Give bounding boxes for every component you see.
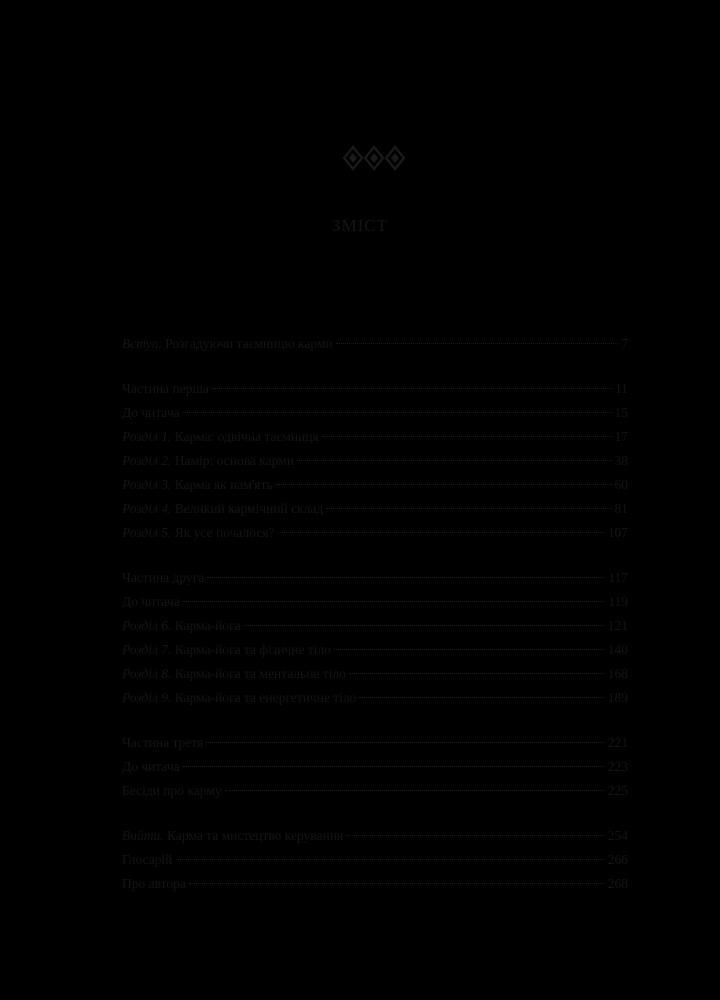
toc-entry-label xyxy=(122,755,180,779)
toc-entry xyxy=(122,779,628,803)
dot-leader xyxy=(183,766,605,767)
toc-entry-prefix: Розділ 7. xyxy=(122,642,172,657)
dot-leader xyxy=(176,859,605,860)
toc-entry xyxy=(122,848,628,872)
toc-entry-prefix: Вступ. xyxy=(122,336,162,351)
toc-entry xyxy=(122,449,628,473)
toc-entry xyxy=(122,590,628,614)
toc-entry-label xyxy=(122,449,294,473)
toc-entry-title: Карма-йога та ментальне тіло xyxy=(171,666,346,681)
toc-entry-prefix: Розділ 8. xyxy=(122,666,172,681)
toc-entry-label xyxy=(122,377,209,401)
dot-leader xyxy=(212,388,612,389)
toc-entry-prefix: Вийти. xyxy=(122,828,164,843)
toc-entry-page-number: 38 xyxy=(614,453,628,468)
toc-entry-title: Частина перша xyxy=(122,381,209,396)
toc-entry-prefix: Розділ 9. xyxy=(122,690,172,705)
toc-entry-label xyxy=(122,401,180,425)
toc-entry-title: Частина друга xyxy=(122,570,205,585)
toc-entry-title: Намір: основа карми xyxy=(171,453,294,468)
toc-entry-page-number: 140 xyxy=(607,642,628,657)
toc-entry xyxy=(122,755,628,779)
toc-entry-page-number: 15 xyxy=(614,405,628,420)
dot-leader xyxy=(297,460,612,461)
toc-entry-label xyxy=(122,590,180,614)
toc-entry-page-number: 60 xyxy=(614,477,628,492)
toc-entry-label xyxy=(122,824,343,848)
toc-entry-title: До читача xyxy=(122,405,180,420)
dot-leader xyxy=(225,790,605,791)
toc-entry-title: Бесіди про карму xyxy=(122,783,222,798)
toc-entry xyxy=(122,425,628,449)
toc-entry-label xyxy=(122,872,186,896)
table-of-contents xyxy=(122,332,628,896)
toc-entry-title: Карма: одвічна таємниця xyxy=(171,429,319,444)
dot-leader xyxy=(183,601,606,602)
toc-entry-title: Розгадуючи таємницю карми xyxy=(161,336,333,351)
toc-entry-label xyxy=(122,332,333,356)
toc-entry xyxy=(122,614,628,638)
toc-entry-prefix: Розділ 4. xyxy=(122,501,172,516)
toc-entry-prefix: Розділ 1. xyxy=(122,429,172,444)
dot-leader xyxy=(334,649,605,650)
toc-entry-label xyxy=(122,686,356,710)
dot-leader xyxy=(322,436,612,437)
toc-entry-title: Глосарій xyxy=(122,852,173,867)
toc-entry-page-number: 7 xyxy=(621,336,628,351)
toc-entry-prefix: Розділ 2. xyxy=(122,453,172,468)
toc-entry-title: Як усе почалося? xyxy=(171,525,275,540)
dot-leader xyxy=(206,742,605,743)
toc-entry-page-number: 268 xyxy=(607,876,628,891)
toc-entry xyxy=(122,824,628,848)
toc-entry-label xyxy=(122,662,346,686)
toc-entry-page-number: 119 xyxy=(608,594,628,609)
toc-entry xyxy=(122,686,628,710)
toc-entry xyxy=(122,638,628,662)
toc-entry xyxy=(122,497,628,521)
toc-entry-page-number: 117 xyxy=(608,570,628,585)
toc-entry-label xyxy=(122,566,204,590)
toc-entry-title: Про автора xyxy=(122,876,186,891)
toc-entry-title: Карма-йога та фізичне тіло xyxy=(171,642,331,657)
toc-entry xyxy=(122,521,628,545)
toc-entry-page-number: 225 xyxy=(607,783,628,798)
toc-entry-page-number: 189 xyxy=(607,690,628,705)
toc-entry-label xyxy=(122,521,275,545)
toc-entry-page-number: 223 xyxy=(607,759,628,774)
toc-entry-prefix: Розділ 3. xyxy=(122,477,172,492)
toc-entry-label xyxy=(122,497,323,521)
toc-entry-label xyxy=(122,848,173,872)
toc-entry-title: Частина третя xyxy=(122,735,204,750)
toc-entry xyxy=(122,872,628,896)
page-title: ЗМІСТ xyxy=(331,216,389,235)
dot-leader xyxy=(207,577,605,578)
toc-entry-prefix: Розділ 5. xyxy=(122,525,172,540)
dot-leader xyxy=(189,883,605,884)
toc-entry-label xyxy=(122,425,319,449)
toc-entry-page-number: 81 xyxy=(614,501,628,516)
toc-entry-label xyxy=(122,473,273,497)
dot-leader xyxy=(244,625,605,626)
toc-entry-label xyxy=(122,779,222,803)
dot-leader xyxy=(278,532,605,533)
dot-leader xyxy=(336,343,619,344)
toc-entry-page-number: 11 xyxy=(615,381,628,396)
toc-entry-page-number: 221 xyxy=(607,735,628,750)
dot-leader xyxy=(349,673,605,674)
toc-entry-label xyxy=(122,614,241,638)
toc-entry-label xyxy=(122,731,203,755)
toc-entry-page-number: 266 xyxy=(607,852,628,867)
dot-leader xyxy=(346,835,605,836)
toc-entry-title: До читача xyxy=(122,759,180,774)
toc-entry-page-number: 168 xyxy=(607,666,628,681)
toc-entry-label xyxy=(122,638,331,662)
dot-leader xyxy=(183,412,612,413)
toc-entry xyxy=(122,473,628,497)
toc-entry-page-number: 121 xyxy=(607,618,628,633)
toc-entry xyxy=(122,401,628,425)
toc-entry-title: До читача xyxy=(122,594,180,609)
dot-leader xyxy=(359,697,604,698)
toc-entry-title: Карма та мистецтво керування xyxy=(163,828,344,843)
dot-leader xyxy=(276,484,612,485)
dot-leader xyxy=(326,508,611,509)
toc-entry-title: Карма як пам'ять xyxy=(171,477,273,492)
toc-entry xyxy=(122,566,628,590)
toc-entry-page-number: 254 xyxy=(607,828,628,843)
toc-entry-prefix: Розділ 6. xyxy=(122,618,172,633)
toc-entry xyxy=(122,662,628,686)
toc-entry-page-number: 17 xyxy=(614,429,628,444)
toc-entry xyxy=(122,377,628,401)
toc-entry-title: Карма-йога xyxy=(171,618,241,633)
toc-entry-page-number: 107 xyxy=(607,525,628,540)
toc-entry-title: Карма-йога та енергетичне тіло xyxy=(171,690,357,705)
toc-entry-title: Великий кармічний склад xyxy=(171,501,324,516)
toc-entry xyxy=(122,332,628,356)
toc-entry xyxy=(122,731,628,755)
three-diamond-ornament-icon xyxy=(343,145,405,171)
